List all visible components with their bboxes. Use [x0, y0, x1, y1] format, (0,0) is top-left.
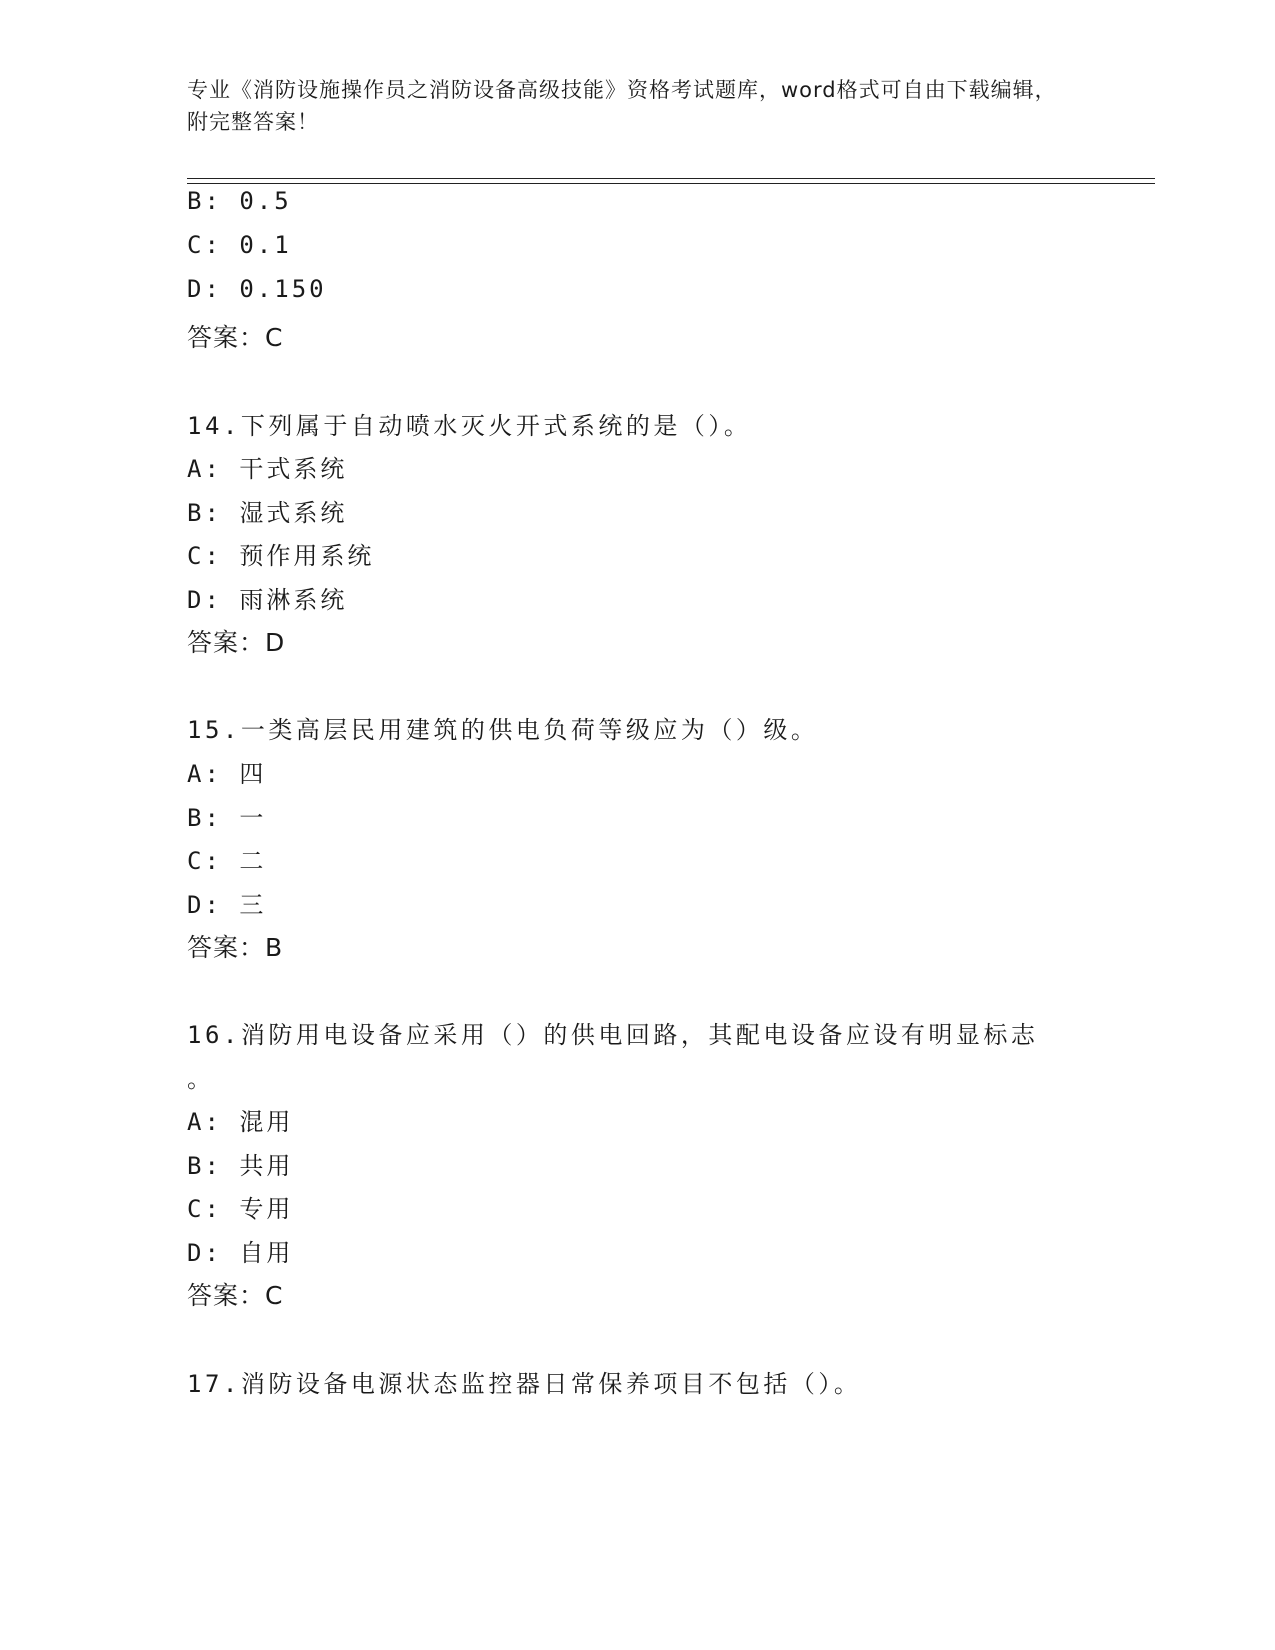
- q15-answer: 答案：B: [187, 933, 284, 962]
- q15-option-a: A: 四: [187, 760, 267, 788]
- q14-question: 14.下列属于自动喷水灭火开式系统的是（）。: [187, 412, 752, 440]
- q13-option-b: B: 0.5: [187, 187, 292, 215]
- q16-option-a: A: 混用: [187, 1108, 294, 1136]
- header-rule-bottom: [187, 183, 1155, 184]
- document-header: 专业《消防设施操作员之消防设备高级技能》资格考试题库，word格式可自由下载编辑，附完整答案！: [187, 78, 1057, 134]
- q13-option-d: D: 0.150: [187, 275, 327, 303]
- q14-answer: 答案：D: [187, 628, 286, 657]
- q14-option-d: D: 雨淋系统: [187, 586, 348, 614]
- q16-option-c: C: 专用: [187, 1195, 294, 1223]
- q13-option-c: C: 0.1: [187, 231, 292, 259]
- q16-question-line1: 16.消防用电设备应采用（）的供电回路，其配电设备应设有明显标志: [187, 1021, 1039, 1049]
- q16-question-line2: 。: [187, 1065, 214, 1093]
- q16-option-b: B: 共用: [187, 1152, 294, 1180]
- q16-option-d: D: 自用: [187, 1239, 294, 1267]
- q15-option-d: D: 三: [187, 891, 267, 919]
- q17-question: 17.消防设备电源状态监控器日常保养项目不包括（）。: [187, 1370, 862, 1398]
- q15-question: 15.一类高层民用建筑的供电负荷等级应为（）级。: [187, 716, 819, 744]
- q15-option-b: B: 一: [187, 804, 267, 832]
- header-rule-top: [187, 178, 1155, 179]
- q14-option-a: A: 干式系统: [187, 455, 348, 483]
- q16-answer: 答案：C: [187, 1281, 284, 1310]
- q14-option-b: B: 湿式系统: [187, 499, 348, 527]
- q15-option-c: C: 二: [187, 847, 267, 875]
- q14-option-c: C: 预作用系统: [187, 542, 375, 570]
- q13-answer: 答案：C: [187, 323, 284, 352]
